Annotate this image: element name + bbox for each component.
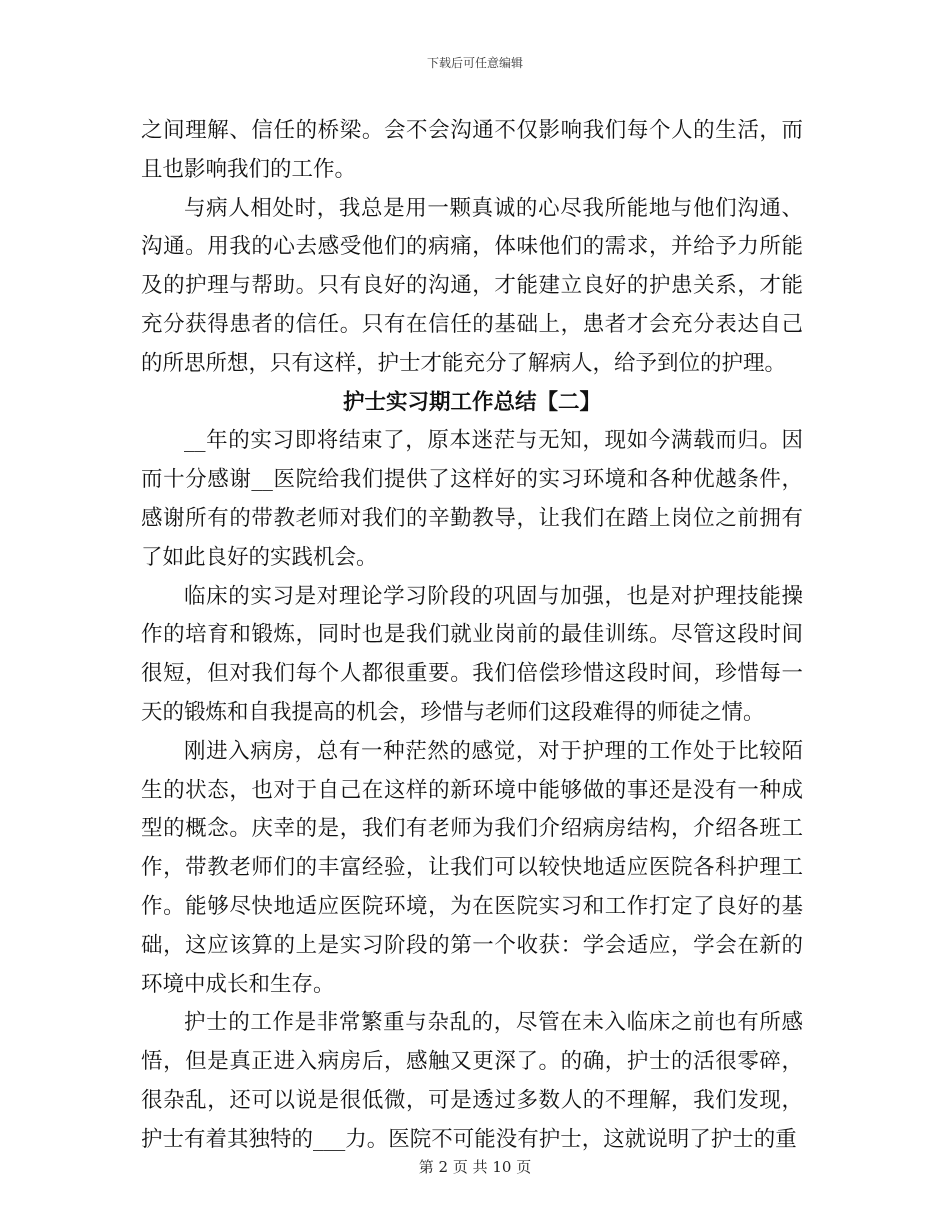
paragraph-1: 之间理解、信任的桥梁。会不会沟通不仅影响我们每个人的生活，而且也影响我们的工作。 (141, 118, 803, 182)
section-heading: 护士实习期工作总结【二】 (342, 389, 601, 415)
paragraph-6: 护士的工作是非常繁重与杂乱的，尽管在未入临床之前也有所感悟，但是真正进入病房后，感触又更深了。的确，护士的活很零碎，很杂乱，还可以说是很低微，可是透过多数人的不理解，我们发现，护士有着其独特的___力。医院不可能没有护士，这就说明了护士的重 (141, 1010, 803, 1152)
paragraph-5: 刚进入病房，总有一种茫然的感觉，对于护理的工作处于比较陌生的状态，也对于自己在这样的新环境中能够做的事还是没有一种成型的概念。庆幸的是，我们有老师为我们介绍病房结构，介绍各班工作，带教老师们的丰富经验，让我们可以较快地适应医院各科护理工作。能够尽快地适应医院环境，为在医院实习和工作打定了良好的基础，这应该算的上是实习阶段的第一个收获：学会适应，学会在新的环境中成长和生存。 (141, 738, 803, 997)
document-body (141, 112, 803, 1160)
paragraph-3: __年的实习即将结束了，原本迷茫与无知，现如今满载而归。因而十分感谢__医院给我们提供了这样好的实习环境和各种优越条件，感谢所有的带教老师对我们的辛勤教导，让我们在踏上岗位之前拥有了如此良好的实践机会。 (141, 428, 803, 570)
paragraph-4: 临床的实习是对理论学习阶段的巩固与加强，也是对护理技能操作的培育和锻炼，同时也是我们就业岗前的最佳训练。尽管这段时间很短，但对我们每个人都很重要。我们倍偿珍惜这段时间，珍惜每一天的锻炼和自我提高的机会，珍惜与老师们这段难得的师徒之情。 (141, 583, 803, 725)
page-number: 第 2 页 共 10 页 (418, 1158, 532, 1176)
header-note: 下载后可任意编辑 (426, 56, 523, 70)
paragraph-2: 与病人相处时，我总是用一颗真诚的心尽我所能地与他们沟通、沟通。用我的心去感受他们的病痛，体味他们的需求，并给予力所能及的护理与帮助。只有良好的沟通，才能建立良好的护患关系，才能充分获得患者的信任。只有在信任的基础上，患者才会充分表达自己的所思所想，只有这样，护士才能充分了解病人，给予到位的护理。 (141, 195, 803, 376)
